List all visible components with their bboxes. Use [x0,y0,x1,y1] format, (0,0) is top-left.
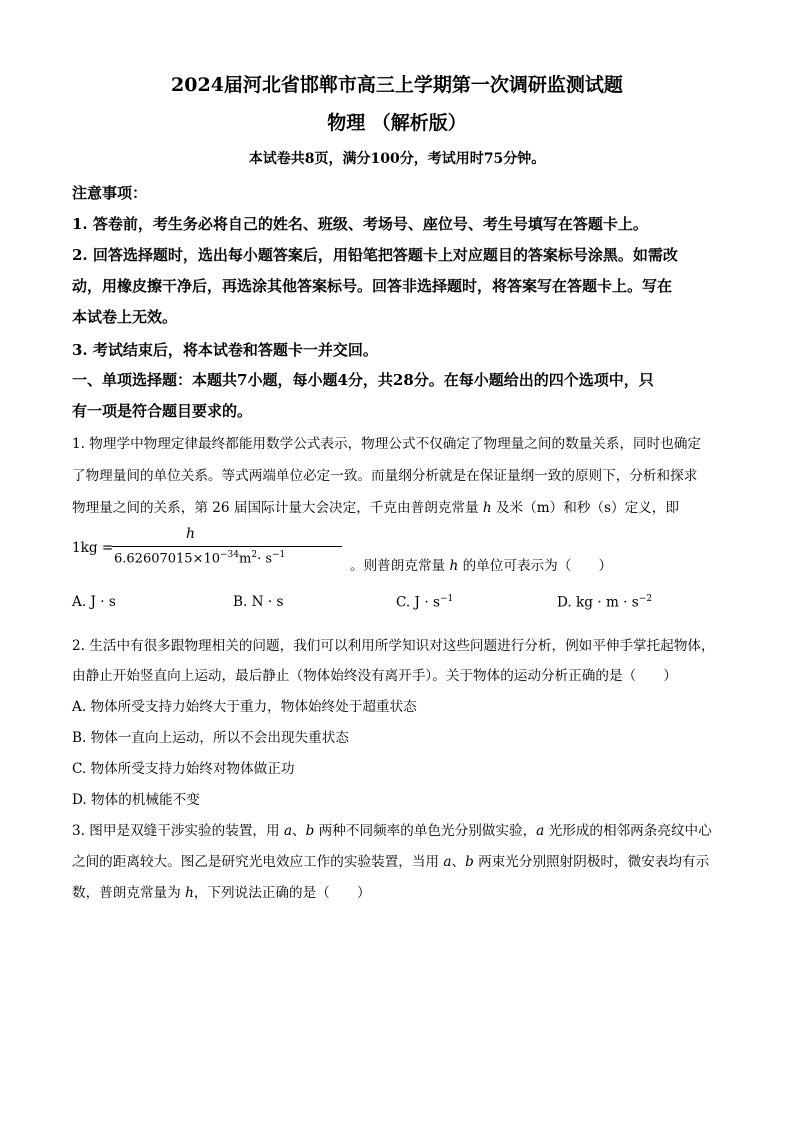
q1-question: 。则普朗克常量 h 的单位可表示为（ ） [350,558,613,574]
fraction-bar [112,546,342,547]
q1-option-b: B. N · s [233,594,284,610]
q1-option-c: C. $J \cdot s^{-1}$ [396,594,454,611]
q1-option-a: A. J · s [72,594,116,610]
q3-text: 数，普朗克常量为 h，下列说法正确的是（ ） [72,885,371,901]
q2-text: 由静止开始竖直向上运动，最后静止（物体始终没有离开手）。关于物体的运动分析正确的是（ ） [72,668,677,684]
formula-lhs: 1kg = [72,540,114,556]
section-heading: 一、单项选择题：本题共7小题，每小题4分，共28分。在每小题给出的四个选项中，只 [72,371,654,389]
kg-definition-formula [72,526,632,576]
doc-subtitle: 物理 （解析版） [327,112,467,134]
q1-text: 1. 物理学中物理定律最终都能用数学公式表示，物理公式不仅确定了物理量之间的数量关系，同时也确定 [72,436,702,452]
q1-text: 物理量之间的关系，第 26 届国际计量大会决定，千克由普朗克常量 h 及米（m）和秒（s）定义，即 [72,500,679,516]
note-line: 本试卷上无效。 [72,308,178,326]
note-line: 2. 回答选择题时，选出每小题答案后，用铅笔把答题卡上对应题目的答案标号涂黑。如需改 [72,246,678,264]
note-line: 动，用橡皮擦干净后，再选涂其他答案标号。回答非选择题时，将答案写在答题卡上。写在 [72,277,673,295]
note-line: 1. 答卷前，考生务必将自己的姓名、班级、考场号、座位号、考生号填写在答题卡上。 [72,215,648,233]
doc-title: 2024届河北省邯郸市高三上学期第一次调研监测试题 [171,74,623,96]
q2-option-d: D. 物体的机械能不变 [72,792,200,808]
exam-info: 本试卷共8页，满分100分，考试用时75分钟。 [248,151,546,167]
formula-numerator: h [186,526,196,542]
q2-option-c: C. 物体所受支持力始终对物体做正功 [72,761,295,777]
section-heading: 有一项是符合题目要求的。 [72,402,253,420]
q2-text: 2. 生活中有很多跟物理相关的问题，我们可以利用所学知识对这些问题进行分析，例如平伸手掌托起物体， [72,638,715,654]
q2-option-a: A. 物体所受支持力始终大于重力，物体始终处于超重状态 [72,699,417,715]
q1-text: 了物理量间的单位关系。等式两端单位必定一致。而量纲分析就是在保证量纲一致的原则下，分析和探求 [72,468,698,484]
q2-option-b: B. 物体一直向上运动，所以不会出现失重状态 [72,730,349,746]
note-line: 3. 考试结束后，将本试卷和答题卡一并交回。 [72,341,378,359]
formula-denominator: $6.62607015\times 10^{-34}m^2\cdot s^{-1}$ [114,550,286,567]
q1-option-d: D. kg · $m \cdot s^{-2}$ [557,594,653,611]
q3-text: 之间的距离较大。图乙是研究光电效应工作的实验装置，当用 a、b 两束光分别照射阴极时，微安表均有示 [72,854,710,870]
q3-text: 3. 图甲是双缝干涉实验的装置，用 a、b 两种不同频率的单色光分别做实验，a 光形成的相邻两条亮纹中心 [72,823,712,839]
notes-heading: 注意事项： [72,184,148,202]
